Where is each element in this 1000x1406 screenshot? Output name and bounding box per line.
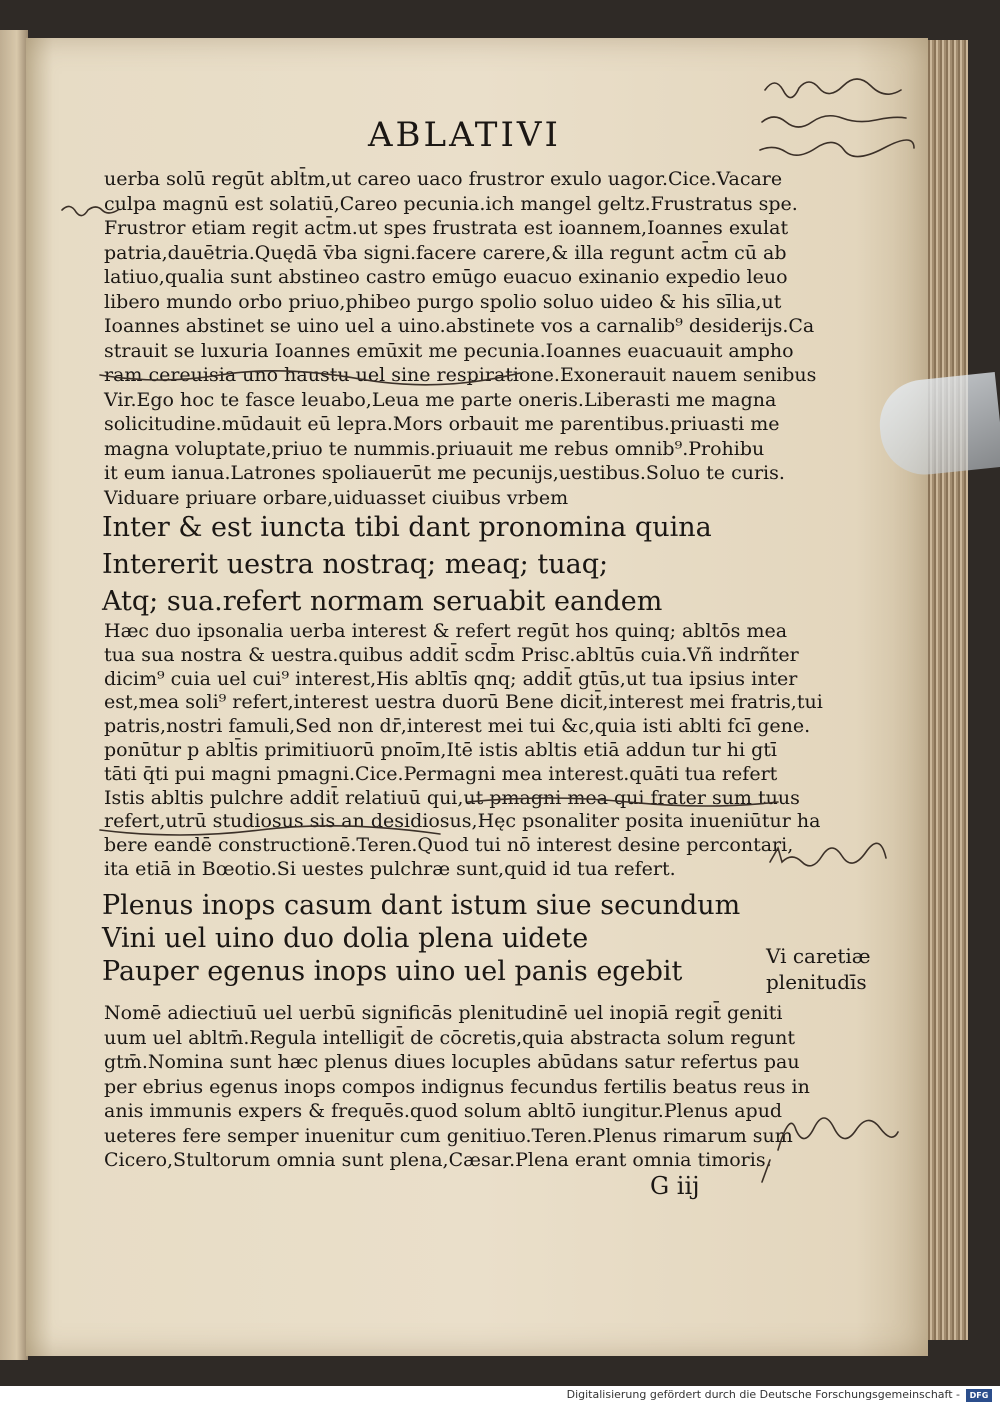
text-line: Vir.Ego hoc te fasce leuabo,Leua me parte oneris.Liberasti me magna <box>104 388 777 411</box>
text-line: ram cereuisia uno haustu uel sine respiratione.Exonerauit nauem senibus <box>104 364 817 386</box>
handwriting-stroke <box>770 843 886 866</box>
text-line: Istis abltis pulchre addit̄ relatiuū qui,ut pmagni mea qui frater sum tuus <box>104 786 800 809</box>
text-line: ita etiā in Bœotio.Si uestes pulchræ sunt,quid id tua refert. <box>104 858 676 880</box>
text-line: magna voluptate,priuo te nummis.priuauit me rebus omnib⁹.Prohibu <box>104 437 765 460</box>
text-line: per ebrius egenus inops compos indignus fecundus fertilis beatus reus in <box>104 1075 810 1098</box>
text-line: refert,utrū studiosus sis an desidiosus,Hęc psonaliter posita inueniūtur ha <box>104 810 821 833</box>
text-line: gtm̄.Nomina sunt hæc plenus diues locuples abūdans satur refertus pau <box>104 1051 800 1073</box>
text-line: anis immunis expers & frequēs.quod solum abltō iungitur.Plenus apud <box>104 1100 783 1122</box>
dfg-logo: DFG <box>966 1389 992 1402</box>
text-line: Viduare priuare orbare,uiduasset ciuibus vrbem <box>104 486 569 509</box>
verse-line: Vini uel uino duo dolia plena uidete <box>102 923 589 954</box>
text-line: libero mundo orbo priuo,phibeo purgo spolio soluo uideo & his sīlia,ut <box>104 290 782 313</box>
underline-stroke <box>100 371 520 385</box>
text-line: ueteres fere semper inuenitur cum genitiuo.Teren.Plenus rimarum sum <box>104 1124 793 1147</box>
text-line: strauit se luxuria Ioannes emūxit me pecunia.Ioannes euacuauit ampho <box>104 339 794 362</box>
text-line: tua sua nostra & uestra.quibus addit̄ scd̄m Prisc.abltūs cuia.Vñ indrñter <box>104 643 799 666</box>
text-line: solicitudine.mūdauit eū lepra.Mors orbauit me parentibus.priuasti me <box>104 413 780 435</box>
verse-line: Inter & est iuncta tibi dant pronomina quina <box>102 512 712 543</box>
handwriting-stroke <box>62 206 118 215</box>
footer-bar <box>0 1386 1000 1406</box>
text-line: tāti q̄ti pui magni pmagni.Cice.Permagni mea interest.quāti tua refert <box>104 762 778 785</box>
text-line: culpa magnū est solatiū,Careo pecunia.ich mangel geltz.Frustratus spe. <box>104 192 798 215</box>
signature-mark: G iij <box>650 1172 700 1200</box>
text-line: est,mea soli⁹ refert,interest uestra duorū Bene dicit̄,interest mei fratris,tui <box>104 691 823 714</box>
text-line: it eum ianua.Latrones spoliauerūt me pecunijs,uestibus.Soluo te curis. <box>104 462 785 484</box>
margin-note-line-2: plenitudīs <box>766 970 867 994</box>
verse-line: Plenus inops casum dant istum siue secundum <box>102 890 741 921</box>
text-line: Nomē adiectiuū uel uerbū significās plenitudinē uel inopiā regit̄ geniti <box>104 1002 783 1024</box>
footer-credit: Digitalisierung gefördert durch die Deutsche Forschungsgemeinschaft - <box>566 1388 960 1401</box>
verse-line: Atq; sua.refert normam seruabit eandem <box>102 586 663 617</box>
verse-line: Pauper egenus inops uino uel panis egebit <box>102 956 683 987</box>
text-line: dicim⁹ cuia uel cui⁹ interest,His abltīs qnq; addit̄ gtūs,ut tua ipsius inter <box>104 667 798 690</box>
handwriting-stroke <box>778 1118 898 1150</box>
underline-stroke <box>468 798 778 806</box>
handwriting-stroke <box>765 79 901 98</box>
text-line: uum uel abltm̄.Regula intelligit̄ de cōcretis,quia abstracta solum regunt <box>104 1026 796 1049</box>
text-line: ponūtur p ablt̄is primitiuorū pnoīm,Itē istis abltis etiā addun tur hi gtī <box>104 739 778 761</box>
page-header: ABLATIVI <box>368 115 561 155</box>
text-line: uerba solū regūt ablt̄m,ut careo uaco frustror exulo uagor.Cice.Vacare <box>104 168 783 190</box>
text-line: Hæc duo ipsonalia uerba interest & refert regūt hos quinq; abltōs mea <box>104 620 788 642</box>
handwriting-stroke <box>760 140 914 157</box>
text-line: Frustror etiam regit act̄m.ut spes frustrata est ioannem,Ioannes exulat <box>104 217 789 239</box>
margin-note-line-1: Vi caretiæ <box>766 944 871 968</box>
text-line: Ioannes abstinet se uino uel a uino.abstinete vos a carnalib⁹ desiderijs.Ca <box>104 315 815 337</box>
text-line: Cicero,Stultorum omnia sunt plena,Cæsar.Plena erant omnia timoris. <box>104 1149 772 1171</box>
text-line: patria,dauētria.Quędā v̄ba signi.facere carere,& illa regunt act̄m cū ab <box>104 241 787 264</box>
text-line: bere eandē constructionē.Teren.Quod tui nō interest desine percontari, <box>104 834 794 857</box>
text-line: latiuo,qualia sunt abstineo castro emūgo euacuo exinanio expedio leuo <box>104 266 788 288</box>
underline-stroke <box>100 826 440 835</box>
text-line: patris,nostri famuli,Sed non dr̄,interest mei tui &c,quia isti ablti fcī gene. <box>104 715 811 738</box>
handwriting-stroke <box>762 1160 770 1182</box>
verse-line: Intererit uestra nostraq; meaq; tuaq; <box>102 549 609 580</box>
handwriting-stroke <box>762 116 906 127</box>
